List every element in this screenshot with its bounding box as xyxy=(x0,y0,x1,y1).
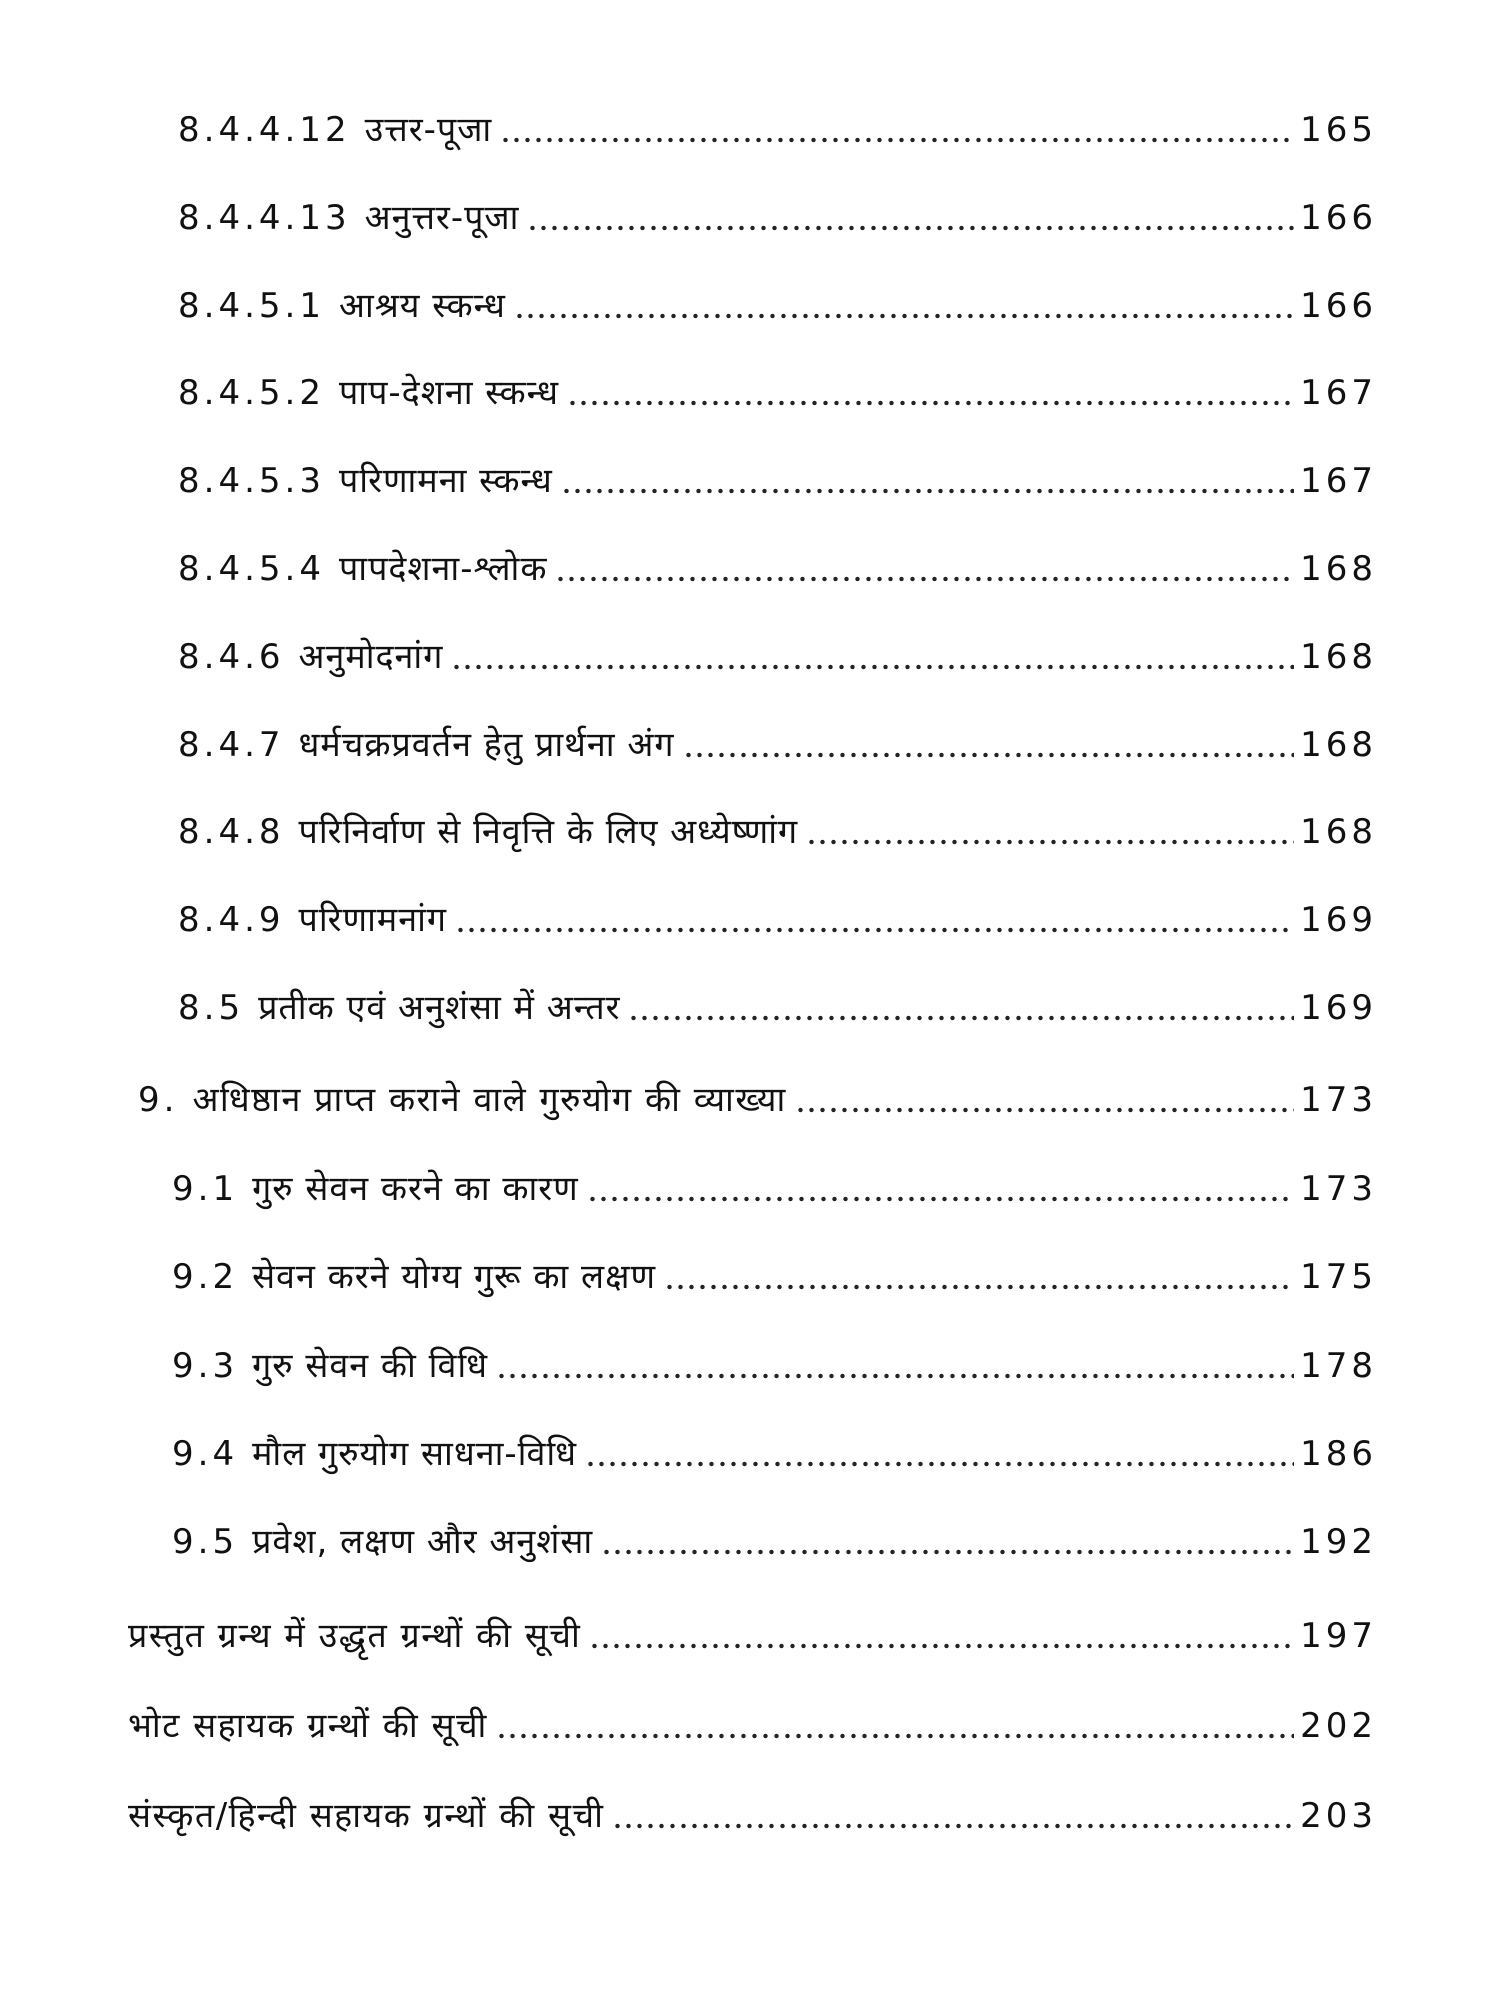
dot-leader xyxy=(612,1823,1294,1829)
toc-entry-page: 203 xyxy=(1300,1796,1377,1836)
dot-leader xyxy=(587,1196,1294,1202)
toc-entry-page: 166 xyxy=(1300,286,1377,326)
toc-entry-page: 168 xyxy=(1300,812,1377,852)
toc-entry-page: 168 xyxy=(1300,725,1377,765)
dot-leader xyxy=(496,1733,1294,1739)
dot-leader xyxy=(500,137,1294,143)
toc-entry-title: उत्तर-पूजा xyxy=(364,110,493,150)
toc-entry xyxy=(178,633,1377,681)
toc-entry-title: पाप-देशना स्कन्ध xyxy=(338,373,559,413)
dot-leader xyxy=(806,839,1294,845)
toc-entry-number: 8.4.4.13 xyxy=(178,198,351,238)
toc-entry-title: भोट सहायक ग्रन्थों की सूची xyxy=(128,1706,488,1746)
toc-entry-number: 9. xyxy=(138,1080,179,1120)
toc-entry-page: 168 xyxy=(1300,637,1377,677)
toc-entry-number: 8.5 xyxy=(178,988,245,1028)
toc-entry xyxy=(172,1430,1377,1478)
toc-entry-number: 8.4.6 xyxy=(178,637,285,677)
toc-entry xyxy=(178,896,1377,944)
toc-entry-title: अधिष्ठान प्राप्त कराने वाले गुरुयोग की व्याख्या xyxy=(192,1080,787,1120)
toc-entry-number: 8.4.9 xyxy=(178,900,285,940)
toc-entry-number: 9.1 xyxy=(172,1169,239,1209)
toc-entry-number: 8.4.8 xyxy=(178,812,285,852)
dot-leader xyxy=(589,1643,1294,1649)
toc-entry-number: 8.4.7 xyxy=(178,725,285,765)
toc-entry xyxy=(172,1518,1377,1566)
toc-entry-number: 8.4.5.1 xyxy=(178,286,325,326)
toc-entry xyxy=(178,106,1377,154)
toc-entry-page: 178 xyxy=(1300,1346,1377,1386)
toc-entry-title: प्रस्तुत ग्रन्थ में उद्धृत ग्रन्थों की सूची xyxy=(128,1616,582,1656)
toc-entry xyxy=(178,984,1377,1032)
toc-entry-number: 8.4.5.2 xyxy=(178,373,325,413)
dot-leader xyxy=(567,400,1294,406)
toc-entry-number: 8.4.5.3 xyxy=(178,461,325,501)
dot-leader xyxy=(795,1107,1294,1113)
toc-entry-title: अनुमोदनांग xyxy=(298,637,444,677)
dot-leader xyxy=(601,1549,1294,1555)
dot-leader xyxy=(496,1373,1294,1379)
toc-entry xyxy=(178,282,1377,330)
toc-entry-title: सेवन करने योग्य गुरू का लक्षण xyxy=(252,1257,657,1297)
toc-entry-page: 175 xyxy=(1300,1257,1377,1297)
toc-entry-title: परिणामनांग xyxy=(298,900,448,940)
toc-entry-title: मौल गुरुयोग साधना-विधि xyxy=(252,1434,578,1474)
toc-entry-title: आश्रय स्कन्ध xyxy=(338,286,506,326)
toc-entry xyxy=(172,1342,1377,1390)
toc-entry xyxy=(178,194,1377,242)
dot-leader xyxy=(585,1461,1294,1467)
toc-entry-page: 167 xyxy=(1300,461,1377,501)
toc-entry-number: 9.5 xyxy=(172,1522,239,1562)
toc-entry-title: परिणामना स्कन्ध xyxy=(338,461,553,501)
toc-entry-number: 9.3 xyxy=(172,1346,239,1386)
toc-entry-title: संस्कृत/हिन्दी सहायक ग्रन्थों की सूची xyxy=(128,1796,605,1836)
toc-entry-title: गुरु सेवन की विधि xyxy=(252,1346,489,1386)
toc-entry-page: 192 xyxy=(1300,1522,1377,1562)
toc-entry-title: धर्मचक्रप्रवर्तन हेतु प्रार्थना अंग xyxy=(298,725,675,765)
toc-entry-title: पापदेशना-श्लोक xyxy=(338,549,548,589)
toc-entry-page: 166 xyxy=(1300,198,1377,238)
toc-entry-number: 9.4 xyxy=(172,1434,239,1474)
toc-entry-page: 168 xyxy=(1300,549,1377,589)
toc-chapter-entry xyxy=(138,1076,1377,1124)
toc-entry-page: 186 xyxy=(1300,1434,1377,1474)
toc-entry xyxy=(178,457,1377,505)
toc-entry-page: 173 xyxy=(1300,1080,1377,1120)
toc-entry-page: 197 xyxy=(1300,1616,1377,1656)
dot-leader xyxy=(561,488,1294,494)
toc-entry-page: 173 xyxy=(1300,1169,1377,1209)
dot-leader xyxy=(514,313,1294,319)
dot-leader xyxy=(527,225,1294,231)
toc-entry-title: परिनिर्वाण से निवृत्ति के लिए अध्येष्णांग xyxy=(298,812,799,852)
toc-entry xyxy=(172,1253,1377,1301)
toc-appendix-entry xyxy=(128,1612,1377,1660)
dot-leader xyxy=(455,927,1294,933)
dot-leader xyxy=(451,664,1294,670)
toc-appendix-entry xyxy=(128,1702,1377,1750)
toc-entry-page: 167 xyxy=(1300,373,1377,413)
toc-entry-title: अनुत्तर-पूजा xyxy=(364,198,520,238)
toc-entry-page: 165 xyxy=(1300,110,1377,150)
toc-entry-number: 9.2 xyxy=(172,1257,239,1297)
toc-entry-title: प्रवेश, लक्षण और अनुशंसा xyxy=(252,1522,594,1562)
toc-entry-title: प्रतीक एवं अनुशंसा में अन्तर xyxy=(258,988,621,1028)
dot-leader xyxy=(664,1284,1294,1290)
toc-entry-page: 169 xyxy=(1300,900,1377,940)
toc-entry-number: 8.4.5.4 xyxy=(178,549,325,589)
toc-entry xyxy=(178,808,1377,856)
toc-entry xyxy=(178,545,1377,593)
toc-entry xyxy=(178,721,1377,769)
toc-appendix-entry xyxy=(128,1792,1377,1840)
toc-entry-title: गुरु सेवन करने का कारण xyxy=(252,1169,579,1209)
toc-entry-page: 169 xyxy=(1300,988,1377,1028)
dot-leader xyxy=(683,752,1295,758)
toc-entry-number: 8.4.4.12 xyxy=(178,110,351,150)
toc-entry-page: 202 xyxy=(1300,1706,1377,1746)
toc-entry xyxy=(172,1165,1377,1213)
dot-leader xyxy=(555,576,1294,582)
toc-entry xyxy=(178,369,1377,417)
dot-leader xyxy=(628,1015,1294,1021)
